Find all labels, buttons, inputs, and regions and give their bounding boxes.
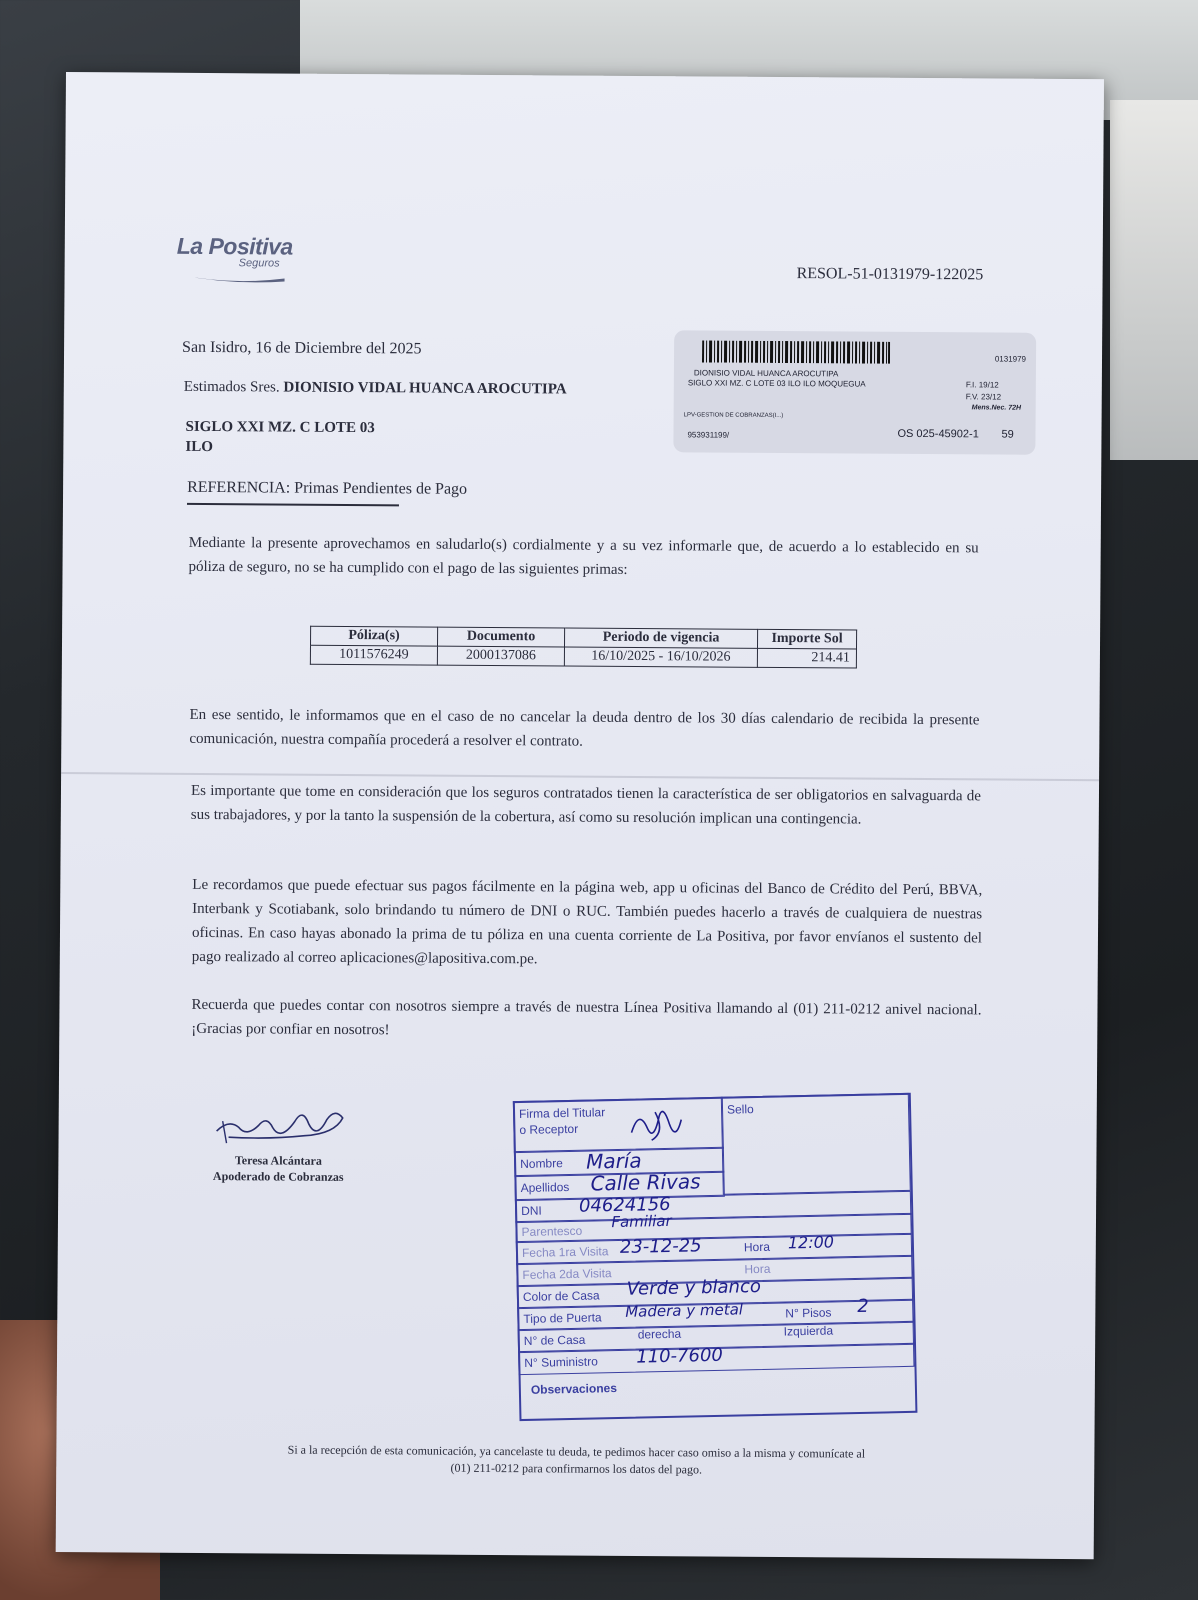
label-fi: F.I. 19/12	[965, 380, 999, 390]
table-cell: 2000137086	[437, 646, 564, 666]
paragraph-deadline: En ese sentido, le informamos que en el caso de no cancelar la deuda dentro de los 30 días calendario de recibida la presente comunicación, nuestra compañía procederá a resolver el contrato.	[189, 706, 980, 750]
premium-table	[310, 626, 857, 669]
letter-page	[56, 72, 1104, 1559]
stamp-label-derecha: derecha	[637, 1326, 682, 1342]
window-background	[1110, 100, 1198, 460]
table-header: Póliza(s)	[311, 626, 438, 646]
footer-line-2: (01) 211-0212 para confirmarnos los datos del pago.	[450, 1460, 703, 1477]
handwritten-suministro: 110-7600	[635, 1344, 724, 1368]
label-num: 59	[1001, 428, 1014, 441]
handwritten-nombre: María	[585, 1148, 642, 1174]
recipient-name: DIONISIO VIDAL HUANCA AROCUTIPA	[283, 379, 567, 398]
paragraph-contact: Recuerda que puedes contar con nosotros siempre a través de nuestra Línea Positiva llamando al (01) 211-0212 anivel nacional. ¡Gracias por confiar en nosotros!	[191, 996, 982, 1039]
stamp-label-nombre: Nombre	[519, 1156, 563, 1172]
logo-swoosh-icon	[177, 273, 287, 283]
logo-name: La Positiva	[176, 232, 293, 260]
label-name: DIONISIO VIDAL HUANCA AROCUTIPA	[693, 368, 839, 379]
stamp-label-dni: DNI	[520, 1203, 542, 1218]
stamp-label-izquierda: Izquierda	[783, 1323, 834, 1339]
stamp-label-hora2: Hora	[744, 1261, 771, 1277]
footer-line-1: Si a la recepción de esta comunicación, ya cancelaste tu deuda, te pedimos hacer caso omiso a la misma y comunícate al	[287, 1442, 866, 1461]
handwritten-hora1: 12:00	[787, 1232, 835, 1253]
paragraph-intro: Mediante la presente aprovechamos en saludarlo(s) cordialmente y a su vez informarle que, de acuerdo a lo establecido en su póliza de seguro, no se ha cumplido con el pago de las siguientes primas:	[188, 534, 979, 578]
stamp-label-observaciones: Observaciones	[530, 1381, 618, 1397]
table-header: Importe Sol	[757, 629, 856, 649]
stamp-label-parentesco: Parentesco	[521, 1223, 583, 1239]
address-line-2: ILO	[185, 438, 213, 456]
label-mens: Mens.Nec. 72H	[971, 404, 1022, 412]
handwritten-color: Verde y blanco	[626, 1275, 762, 1300]
paragraph-payment: Le recordamos que puede efectuar sus pagos fácilmente en la página web, app u oficinas del Banco de Crédito del Perú, BBVA, Interbank y Scotiabank, solo brindando tu número de DNI o RUC. También puedes hacerlo a través de cualquiera de nuestras oficinas. En caso hayas abonado la prima de tu póliza en una cuenta corriente de La Positiva, por favor envíanos el sustento del pago realizado al correo aplicaciones@lapositiva.com.pe.	[191, 876, 983, 968]
handwritten-dni: 04624156	[578, 1193, 671, 1217]
signatory-name: Teresa Alcántara	[234, 1153, 322, 1168]
label-gestion: LPV-GESTION DE COBRANZAS(I...)	[683, 412, 784, 420]
date-line: San Isidro, 16 de Diciembre del 2025	[182, 338, 422, 358]
stamp-label-hora1: Hora	[743, 1239, 771, 1255]
table-cell: 16/10/2025 - 16/10/2026	[564, 647, 757, 667]
greeting	[184, 379, 567, 399]
handwritten-puerta: Madera y metal	[625, 1300, 744, 1321]
mailing-label	[673, 330, 1036, 455]
stamp-label-receptor: o Receptor	[519, 1121, 579, 1138]
handwritten-pisos: 2	[856, 1295, 869, 1317]
paragraph-importance: Es importante que tome en consideración que los seguros contratados tienen la característica de ser obligatorios en salvaguarda de sus trabajadores, y por la tanto la suspensión de la cobertura, así como su resolución implican una contingencia.	[190, 782, 982, 828]
table-cell: 1011576249	[310, 645, 437, 665]
handwritten-apellidos: Calle Rivas	[590, 1169, 701, 1196]
company-logo	[177, 233, 307, 288]
handwritten-fecha1: 23-12-25	[619, 1235, 702, 1258]
label-code: 0131979	[994, 354, 1027, 364]
table-header: Documento	[438, 627, 565, 647]
barcode-icon	[702, 340, 890, 363]
handwritten-parentesco: Familiar	[611, 1211, 672, 1232]
label-fv: F.V. 23/12	[965, 392, 1002, 402]
table-cell: 214.41	[757, 648, 856, 668]
footer-note	[256, 1441, 896, 1479]
greeting-prefix: Estimados Sres.	[183, 378, 280, 396]
signature-icon	[208, 1097, 348, 1154]
stamp-label-puerta: Tipo de Puerta	[523, 1310, 602, 1326]
stamp-label-pisos: N° Pisos	[785, 1305, 832, 1321]
stamp-label-apellidos: Apellidos	[520, 1179, 570, 1195]
address-line-1: SIGLO XXI MZ. C LOTE 03	[185, 418, 375, 437]
resolution-code: RESOL-51-0131979-122025	[796, 265, 984, 284]
delivery-stamp	[513, 1093, 916, 1419]
stamp-label-suministro: N° Suministro	[524, 1354, 598, 1370]
handwritten-signature-icon	[625, 1102, 686, 1149]
signatory-role: Apoderado de Cobranzas	[212, 1169, 344, 1184]
reference: REFERENCIA: Primas Pendientes de Pago	[187, 478, 468, 498]
label-address: SIGLO XXI MZ. C LOTE 03 ILO ILO MOQUEGUA	[687, 378, 866, 389]
reference-underline	[187, 503, 399, 506]
label-phone: 953931199/	[687, 430, 730, 440]
stamp-label-fecha2: Fecha 2da Visita	[522, 1266, 612, 1282]
stamp-label-color: Color de Casa	[522, 1288, 600, 1304]
label-os: OS 025-45902-1	[897, 427, 979, 441]
stamp-label-firma: Firma del Titular	[518, 1105, 606, 1122]
table-header: Periodo de vigencia	[564, 628, 757, 648]
logo-sub: Seguros	[238, 257, 280, 270]
stamp-label-ncasa: N° de Casa	[523, 1332, 586, 1348]
table-row	[310, 645, 856, 668]
stamp-label-fecha1: Fecha 1ra Visita	[521, 1244, 609, 1260]
stamp-label-sello: Sello	[726, 1102, 754, 1117]
